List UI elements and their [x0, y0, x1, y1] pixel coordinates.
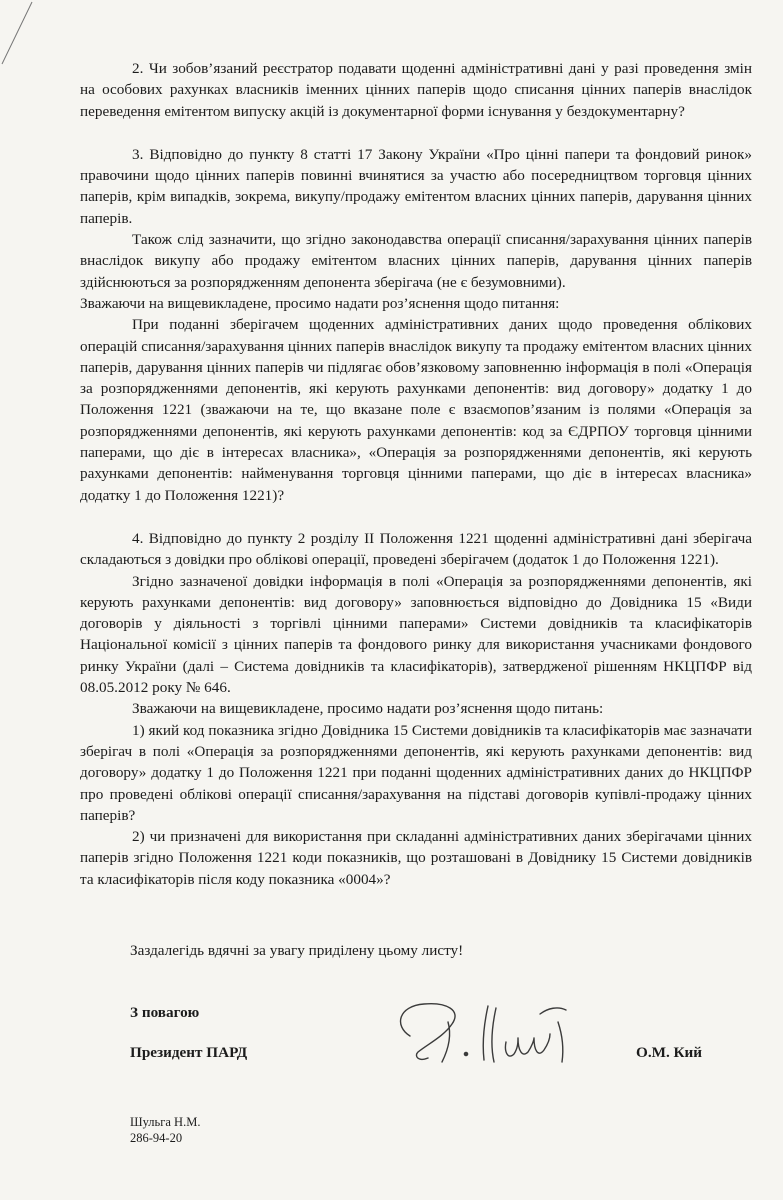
closing-thanks: Заздалегідь вдячні за увагу приділену цьому листу! — [130, 942, 464, 959]
paragraph-request-2: Зважаючи на вищевикладене, просимо надати роз’яснення щодо питань: — [132, 700, 604, 718]
contact-block — [130, 1114, 200, 1146]
letter-body — [80, 58, 752, 890]
paragraph-question-3: При поданні зберігачем щоденних адміністративних даних щодо проведення облікових операцій списання/зарахування цінних паперів внаслідок викупу та продажу емітентом власних цінних паперів, дарування цінних паперів чи підлягає обов’язковому заповненню інформація в полі «Операція за розпорядженнями депонентів, які керують рахунками депонентів: вид договору» додатку 1 до Положення 1221 (зважаючи на те, що вказане поле є взаємопов’язаним із полями «Операція за розпорядженнями депонентів, які керують рахунками депонентів: код за ЄДРПОУ торговця цінними паперами, що діє в інтересах власника», «Операція за розпорядженнями депонентів, які керують рахунками депонентів: найменування торговця цінними паперами, що діє в інтересах власника» додатку 1 до Положення 1221)? — [80, 316, 752, 504]
signer-position: Президент ПАРД — [130, 1044, 248, 1061]
closing-regards: З повагою — [130, 1004, 200, 1021]
signer-name: О.М. Кий — [636, 1044, 703, 1061]
handwritten-signature — [388, 992, 588, 1072]
paragraph-point-3: 3. Відповідно до пункту 8 статті 17 Закону України «Про цінні папери та фондовий ринок» правочини щодо цінних паперів повинні вчинятися за участю або посередництвом торговця цінних паперів, крім випадків, зокрема, викупу/продажу емітентом власних цінних паперів, дарування цінних паперів. — [80, 145, 752, 227]
executor-name: Шульга Н.М. — [130, 1115, 201, 1129]
paragraph-request-1: Зважаючи на вищевикладене, просимо надати роз’яснення щодо питання: — [80, 294, 560, 312]
paragraph-note: Також слід зазначити, що згідно законодавства операції списання/зарахування цінних паперів внаслідок викупу або продажу емітентом власних цінних паперів, дарування цінних паперів здійснюються за розпорядженням депонента зберігача (не є безумовними). — [80, 231, 752, 291]
executor-phone: 286-94-20 — [130, 1131, 183, 1145]
paragraph-question-4-1: 1) який код показника згідно Довідника 15 Системи довідників та класифікаторів має зазначати зберігач в полі «Операція за розпорядженнями депонентів, які керують рахунками депонентів: вид договору» додатку 1 до Положення 1221 при поданні щоденних адміністративних даних до НКЦПФР про проведені облікові операції списання/зарахування на підставі договорів купівлі-продажу цінних паперів? — [80, 721, 752, 824]
paragraph-question-2: 2. Чи зобов’язаний реєстратор подавати щоденні адміністративні дані у разі проведення змін на особових рахунках власників іменних цінних паперів щодо списання цінних паперів внаслідок переведення емітентом випуску акцій із документарної форми існування у бездокументарну? — [80, 60, 752, 120]
page-corner-mark — [0, 0, 40, 70]
paragraph-point-4: 4. Відповідно до пункту 2 розділу II Положення 1221 щоденні адміністративні дані зберігача складаються з довідки про облікові операції, проведені зберігачем (додаток 1 до Положення 1221). — [80, 529, 752, 569]
paragraph-reference: Згідно зазначеної довідки інформація в полі «Операція за розпорядженнями депонентів, які керують рахунками депонентів: вид договору» заповнюється відповідно до Довідника 15 «Види договорів у діяльності з торгівлі цінними паперами» Системи довідників та класифікаторів Національної комісії з цінних паперів та фондового ринку для використання учасниками фондового ринку України (далі – Система довідників та класифікаторів), затвердженої рішенням НКЦПФР від 08.05.2012 року № 646. — [80, 572, 752, 697]
paragraph-question-4-2: 2) чи призначені для використання при складанні адміністративних даних зберігачами цінних паперів згідно Положення 1221 коди показників, що розташовані в Довіднику 15 Системи довідників та класифікаторів після коду показника «0004»? — [80, 828, 752, 888]
